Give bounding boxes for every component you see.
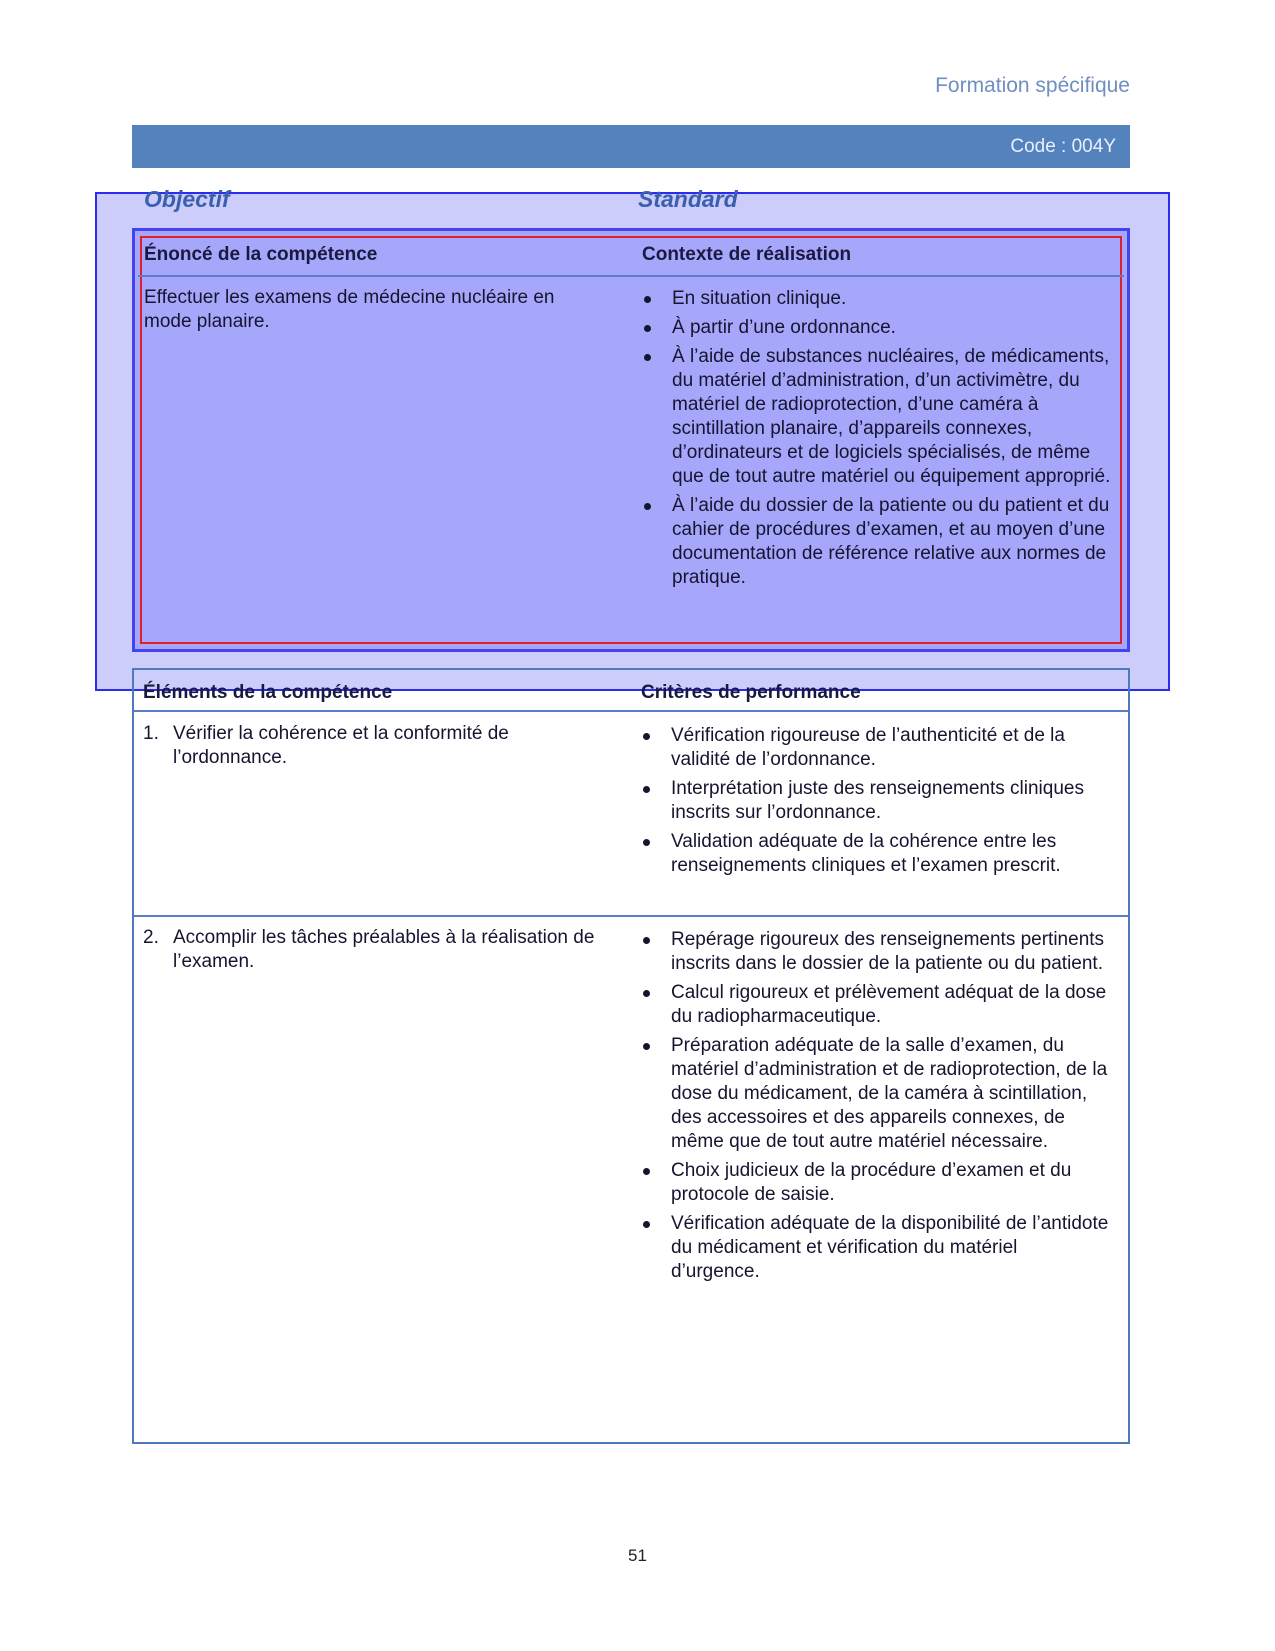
list-item: À l’aide du dossier de la patiente ou du patient et du cahier de procédures d’examen, et au moyen d’une documentation de référence relative aux normes de pratique. (642, 494, 1112, 590)
page-number: 51 (628, 1546, 647, 1565)
standard-heading: Standard (638, 186, 738, 212)
context-list (642, 287, 1112, 595)
element-text: Accomplir les tâches préalables à la réalisation de l’examen. (173, 927, 595, 972)
code-bar (132, 125, 1130, 168)
objectif-heading: Objectif (144, 186, 230, 212)
code-label: Code : 004Y (1010, 136, 1116, 157)
list-item: En situation clinique. (642, 287, 1112, 311)
competence-statement: Effectuer les examens de médecine nucléaire en mode planaire. (144, 287, 555, 332)
criteria-heading: Critères de performance (641, 682, 861, 703)
list-item: Validation adéquate de la cohérence entre les renseignements cliniques et l’examen prescrit. (641, 830, 1111, 878)
list-item: À l’aide de substances nucléaires, de médicaments, du matériel d’administration, d’un activimètre, du matériel de radioprotection, d’une caméra à scintillation planaire, d’appareils connexes, d’ordinateurs et de logiciels spécialisés, de même que de tout autre matériel ou équipement approprié. (642, 345, 1112, 489)
element-number: 1. (143, 723, 159, 744)
criteria-list-2 (641, 928, 1111, 1289)
bullet-icon (643, 1221, 650, 1228)
elements-heading: Éléments de la compétence (143, 682, 393, 703)
row-divider (134, 915, 1128, 917)
bullet-icon (643, 1168, 650, 1175)
element-number: 2. (143, 927, 159, 948)
bullet-icon (644, 296, 651, 303)
context-heading: Contexte de réalisation (642, 244, 852, 265)
bullet-icon (643, 990, 650, 997)
criteria-list-1 (641, 724, 1111, 883)
header-title: Formation spécifique (935, 74, 1130, 97)
list-item: Repérage rigoureux des renseignements pertinents inscrits dans le dossier de la patiente ou du patient. (641, 928, 1111, 976)
bullet-icon (643, 1043, 650, 1050)
bullet-icon (644, 354, 651, 361)
bullet-icon (643, 839, 650, 846)
list-item: Préparation adéquate de la salle d’examen, du matériel d’administration et de radioprotection, de la dose du médicament, de la caméra à scintillation, des accessoires et des appareils connexes, de même que de tout autre matériel nécessaire. (641, 1034, 1111, 1154)
bullet-icon (643, 733, 650, 740)
list-item: Vérification rigoureuse de l’authenticité et de la validité de l’ordonnance. (641, 724, 1111, 772)
list-item: Choix judicieux de la procédure d’examen et du protocole de saisie. (641, 1159, 1111, 1207)
list-item: À partir d’une ordonnance. (642, 316, 1112, 340)
element-item-2 (143, 926, 613, 974)
list-item: Interprétation juste des renseignements cliniques inscrits sur l’ordonnance. (641, 777, 1111, 825)
header-divider (134, 710, 1128, 712)
bullet-icon (644, 503, 651, 510)
header-divider (138, 275, 1124, 277)
list-item: Calcul rigoureux et prélèvement adéquat de la dose du radiopharmaceutique. (641, 981, 1111, 1029)
bullet-icon (643, 786, 650, 793)
competence-table (132, 228, 1130, 652)
element-text: Vérifier la cohérence et la conformité de l’ordonnance. (173, 723, 509, 768)
competence-statement-heading: Énoncé de la compétence (144, 244, 378, 265)
bullet-icon (643, 937, 650, 944)
elements-table (132, 668, 1130, 1444)
bullet-icon (644, 325, 651, 332)
element-item-1 (143, 722, 613, 770)
list-item: Vérification adéquate de la disponibilité de l’antidote du médicament et vérification du matériel d’urgence. (641, 1212, 1111, 1284)
